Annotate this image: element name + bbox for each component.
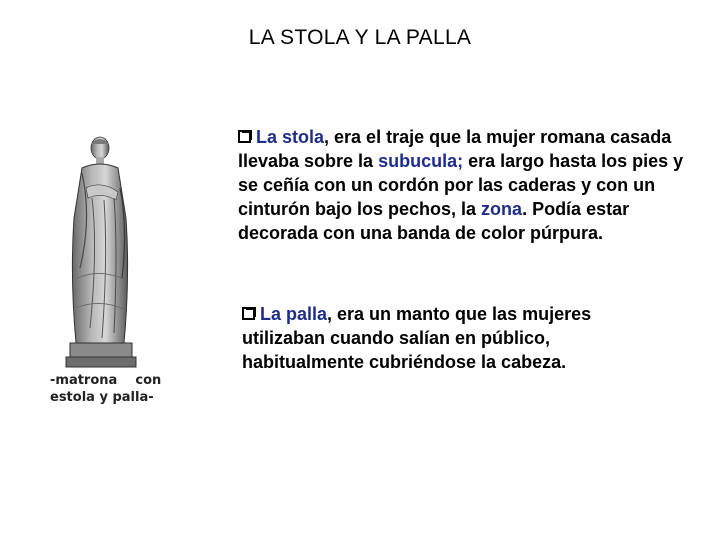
slide-title: LA STOLA Y LA PALLA	[248, 26, 472, 49]
term-palla: La palla	[260, 304, 328, 324]
checkbox-bullet-icon	[242, 307, 256, 321]
term-subucula: subucula;	[378, 151, 464, 171]
caption-line-2: estola y palla-	[50, 390, 154, 405]
paragraph-palla	[242, 302, 662, 374]
figure-caption	[50, 372, 180, 406]
term-stola: La stola	[256, 127, 325, 147]
term-zona: zona	[481, 199, 523, 219]
paragraph-stola-text-b: era largo hasta los pies y se ceñía con un cordón por las caderas y con un cinturón bajo los pechos, la	[238, 151, 684, 219]
caption-line-1: -matrona con	[50, 373, 162, 388]
paragraph-stola-text-a: , era el traje que la mujer romana casada llevaba sobre la	[238, 127, 672, 171]
paragraph-stola	[238, 125, 688, 245]
statue-image	[52, 128, 152, 372]
checkbox-bullet-icon	[238, 130, 252, 144]
paragraph-palla-text-a: , era un manto que las mujeres utilizaban cuando salían en público, habitualmente cubriéndose la cabeza.	[242, 304, 592, 372]
paragraph-stola-text-c: . Podía estar decorada con una banda de color púrpura.	[238, 199, 630, 243]
